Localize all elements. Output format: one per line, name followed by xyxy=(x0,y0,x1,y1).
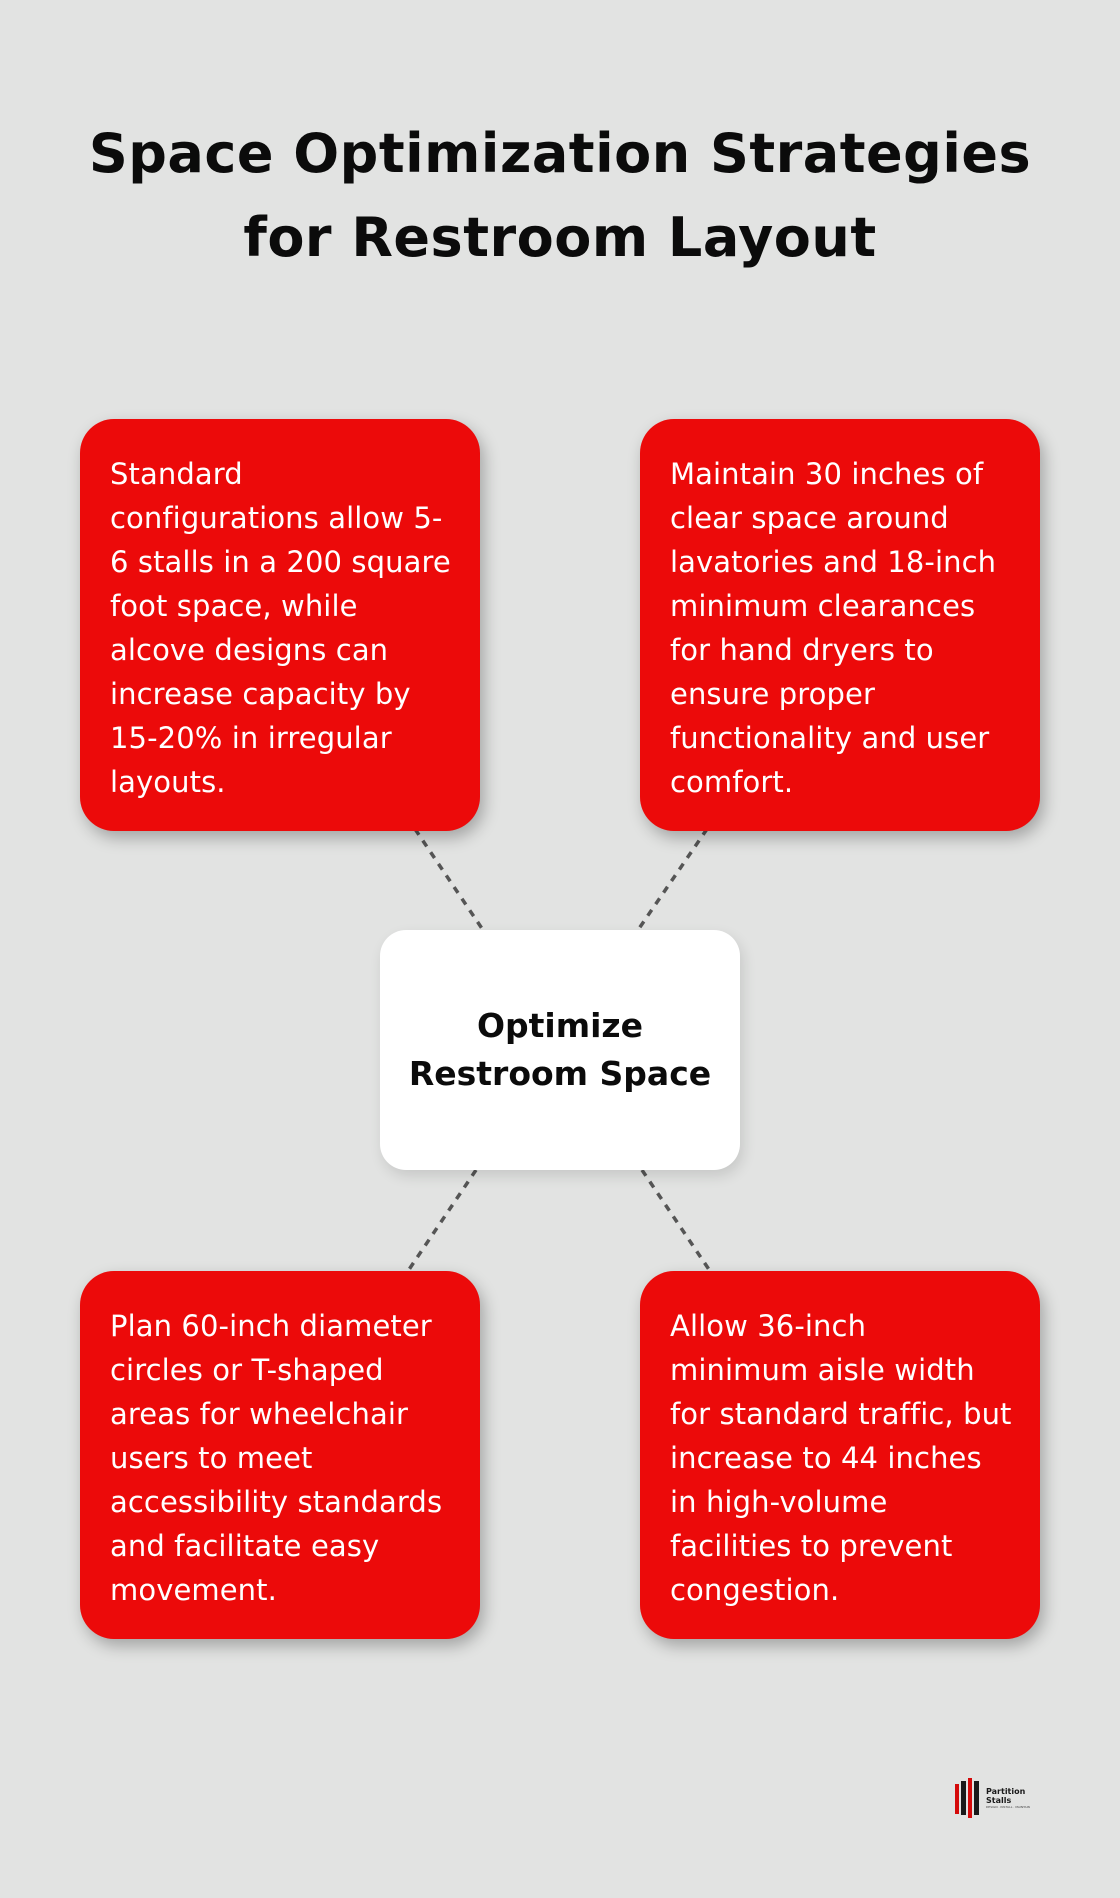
strategy-card-text: Plan 60-inch diameter circles or T-shaped areas for wheelchair users to meet accessibility standards and facilitate easy movement. xyxy=(110,1309,443,1607)
brand-logo xyxy=(955,1778,1030,1818)
brand-name-line-2: Stalls xyxy=(986,1795,1012,1805)
connector-bottom-left xyxy=(408,1170,476,1271)
strategy-card-text: Standard configurations allow 5-6 stalls in a 200 square foot space, while alcove designs can increase capacity by 15-20% in irregular layouts. xyxy=(110,457,451,799)
connector-bottom-right xyxy=(642,1170,710,1271)
brand-logo-text xyxy=(986,1787,1030,1810)
brand-name-line-1: Partition xyxy=(986,1786,1026,1796)
central-node-line-2: Restroom Space xyxy=(408,1054,712,1093)
connector-top-right xyxy=(638,829,707,930)
central-node xyxy=(380,930,740,1170)
strategy-card-aisle-width xyxy=(640,1271,1040,1639)
strategy-card-text: Maintain 30 inches of clear space around lavatories and 18-inch minimum clearances for hand dryers to ensure proper functionality and user comfort. xyxy=(670,457,997,799)
strategy-card-text: Allow 36-inch minimum aisle width for standard traffic, but increase to 44 inches in high-volume facilities to prevent congestion. xyxy=(670,1309,1012,1607)
title-line-2: for Restroom Layout xyxy=(243,206,877,269)
connector-top-left xyxy=(415,829,483,930)
strategy-card-clearances xyxy=(640,419,1040,831)
partition-stalls-logo-icon xyxy=(955,1778,979,1818)
strategy-card-stall-capacity xyxy=(80,419,480,831)
strategy-card-accessibility xyxy=(80,1271,480,1639)
title-line-1: Space Optimization Strategies xyxy=(88,122,1032,185)
central-node-line-1: Optimize xyxy=(476,1006,644,1045)
brand-tagline: DESIGN · INSTALL · MAINTAIN xyxy=(986,1804,1030,1809)
